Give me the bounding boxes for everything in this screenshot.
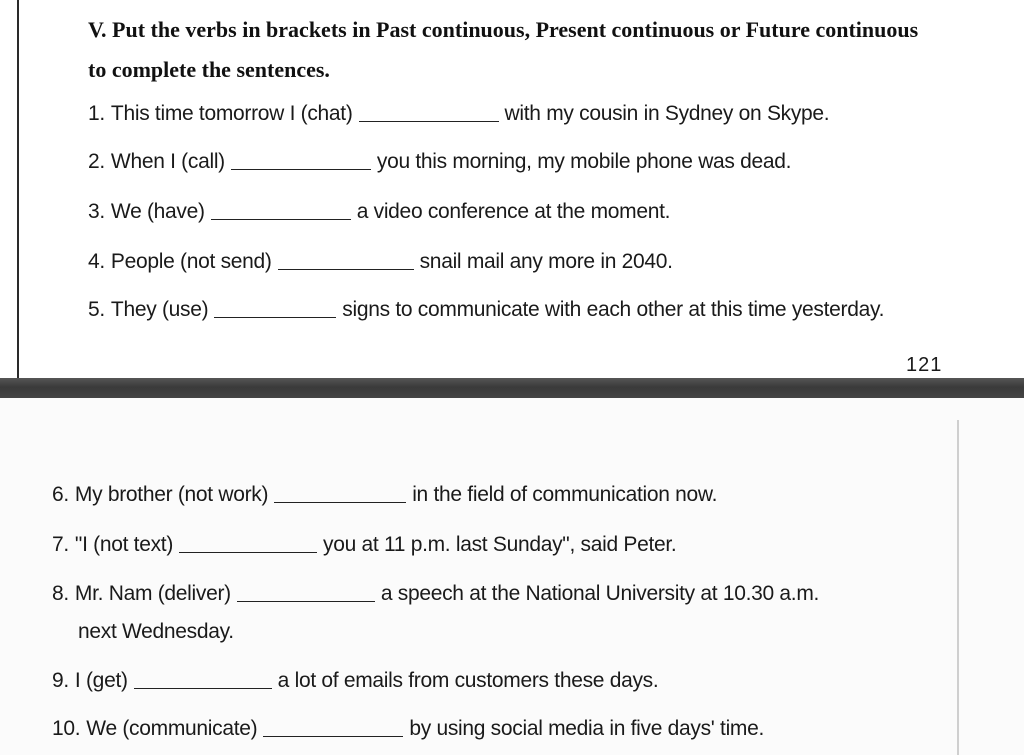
sentence-rest: snail mail any more in 2040. bbox=[419, 250, 673, 273]
exercise-heading bbox=[88, 10, 968, 90]
answer-blank[interactable] bbox=[263, 736, 403, 737]
sentence-rest: with my cousin in Sydney on Skype. bbox=[504, 102, 830, 125]
sentence-number: 1. bbox=[88, 102, 105, 125]
sentence-rest: a speech at the National University at 10.30 a.m. bbox=[380, 582, 820, 605]
sentence-rest: a lot of emails from customers these days. bbox=[277, 669, 659, 692]
sentence-rest: you this morning, my mobile phone was dead. bbox=[376, 150, 792, 173]
answer-blank[interactable] bbox=[214, 317, 336, 318]
sentence-prompt: My brother (not work) bbox=[74, 483, 269, 506]
sentence-rest: by using social media in five days' time. bbox=[409, 717, 765, 740]
sentence-10 bbox=[52, 715, 764, 743]
sentence-prompt: They (use) bbox=[110, 298, 209, 321]
page-number: 121 bbox=[906, 354, 943, 376]
page-left-border bbox=[17, 0, 19, 378]
sentence-prompt: We (communicate) bbox=[86, 717, 258, 740]
answer-blank[interactable] bbox=[211, 219, 351, 220]
sentence-rest: in the field of communication now. bbox=[412, 483, 718, 506]
answer-blank[interactable] bbox=[274, 502, 406, 503]
sentence-7 bbox=[52, 531, 676, 559]
answer-blank[interactable] bbox=[179, 552, 317, 553]
heading-line-1: V. Put the verbs in brackets in Past continuous, Present continuous or Future continuous bbox=[88, 17, 919, 42]
sentence-prompt: People (not send) bbox=[110, 250, 272, 273]
sentence-number: 8. bbox=[52, 582, 69, 605]
sentence-prompt: We (have) bbox=[110, 200, 205, 223]
sentence-prompt: This time tomorrow I (chat) bbox=[110, 102, 353, 125]
sentence-prompt: "I (not text) bbox=[74, 533, 174, 556]
sentence-1 bbox=[88, 100, 829, 128]
sentence-3 bbox=[88, 198, 670, 226]
answer-blank[interactable] bbox=[237, 601, 375, 602]
sentence-rest: you at 11 p.m. last Sunday", said Peter. bbox=[323, 533, 677, 556]
sentence-9 bbox=[52, 667, 658, 695]
answer-blank[interactable] bbox=[134, 688, 272, 689]
sentence-number: 10. bbox=[52, 717, 81, 740]
sentence-prompt: I (get) bbox=[74, 669, 128, 692]
sentence-prompt: Mr. Nam (deliver) bbox=[74, 582, 231, 605]
page-gap bbox=[0, 378, 1024, 398]
answer-blank[interactable] bbox=[231, 169, 371, 170]
sentence-5 bbox=[88, 296, 884, 324]
heading-line-2: to complete the sentences. bbox=[88, 57, 330, 82]
sentence-6 bbox=[52, 481, 717, 509]
page-right-border bbox=[957, 420, 959, 755]
sentence-8-continuation: next Wednesday. bbox=[78, 620, 234, 643]
sentence-number: 9. bbox=[52, 669, 69, 692]
answer-blank[interactable] bbox=[278, 269, 414, 270]
sentence-rest: signs to communicate with each other at this time yesterday. bbox=[342, 298, 885, 321]
sentence-4 bbox=[88, 248, 673, 276]
sentence-rest: a video conference at the moment. bbox=[356, 200, 671, 223]
sentence-number: 3. bbox=[88, 200, 105, 223]
sentence-number: 2. bbox=[88, 150, 105, 173]
sentence-8 bbox=[52, 580, 819, 608]
sentence-prompt: When I (call) bbox=[110, 150, 225, 173]
sentence-number: 4. bbox=[88, 250, 105, 273]
sentence-number: 6. bbox=[52, 483, 69, 506]
sentence-2 bbox=[88, 148, 791, 176]
lower-page bbox=[0, 398, 1024, 755]
sentence-number: 5. bbox=[88, 298, 105, 321]
sentence-number: 7. bbox=[52, 533, 69, 556]
answer-blank[interactable] bbox=[359, 121, 499, 122]
